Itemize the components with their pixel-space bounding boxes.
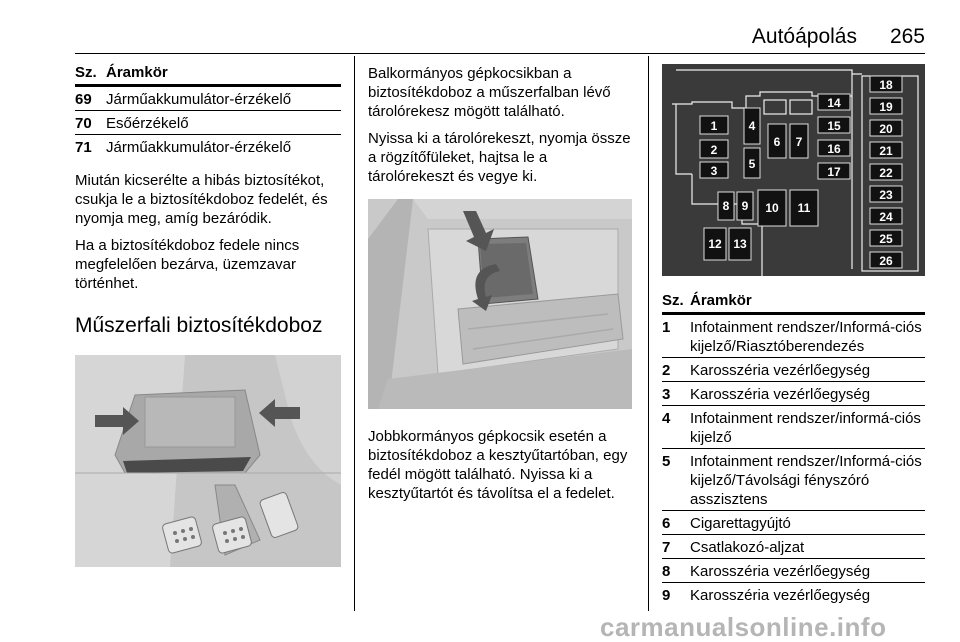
fuse-table-2: [662, 315, 925, 606]
fuse-label: 10: [765, 201, 779, 215]
table-row: [662, 406, 925, 449]
row-text: Karosszéria vezérlőegység: [690, 563, 871, 580]
row-text: Infotainment rendszer/Informá-ciós kijelző/Riasztóberendezés: [690, 319, 922, 355]
column-header-circuit: Áramkör: [106, 64, 168, 81]
row-text: Csatlakozó-aljzat: [690, 539, 805, 556]
table-row: [662, 535, 925, 559]
row-number: 4: [662, 410, 671, 427]
row-number: 70: [75, 115, 92, 132]
chapter-title: Autóápolás: [751, 25, 857, 48]
row-number: 5: [662, 453, 671, 470]
table-header: [75, 64, 341, 87]
table-row: [662, 559, 925, 583]
section-title: Műszerfali biztosítékdoboz: [75, 314, 323, 337]
table-row: [662, 382, 925, 406]
fuse-label: 26: [879, 254, 893, 268]
column-right: [662, 64, 925, 606]
fuse-label: 15: [827, 119, 841, 133]
column-divider: [648, 56, 649, 611]
fuse-label: 18: [879, 78, 893, 92]
fuse-label: 5: [748, 157, 756, 171]
column-header-number: Sz.: [662, 292, 684, 309]
column-divider: [354, 56, 355, 611]
fuse-label: 6: [773, 135, 781, 149]
removal-paragraph: Nyissa ki a tárolórekeszt, nyomja össze a rögzítőfüleket, hajtsa le a tárolórekeszt és vegye ki.: [368, 130, 631, 185]
row-number: 3: [662, 386, 671, 403]
fusebox-diagram: [662, 64, 925, 276]
instruction-paragraph: Miután kicserélte a hibás biztosítékot, csukja le a biztosítékdoboz fedelét, és nyomja meg, amíg bezáródik.: [75, 172, 328, 227]
row-text: Karosszéria vezérlőegység: [690, 362, 871, 379]
row-text: Esőérzékelő: [106, 115, 189, 132]
row-text: Járműakkumulátor-érzékelő: [106, 139, 292, 156]
glovebox-figure: [368, 199, 632, 409]
watermark: carmanualsonline.info: [600, 612, 887, 642]
row-number: 6: [662, 515, 671, 532]
column-left: [75, 64, 341, 567]
row-number: 1: [662, 319, 671, 336]
row-number: 71: [75, 139, 92, 156]
fuse-label: 23: [879, 188, 893, 202]
column-middle: [368, 64, 634, 503]
fuse-label: 25: [879, 232, 893, 246]
row-number: 8: [662, 563, 671, 580]
row-number: 7: [662, 539, 671, 556]
fuse-label: 20: [879, 122, 893, 136]
fuse-label: 1: [710, 119, 718, 133]
fuse-label: 17: [827, 165, 841, 179]
row-text: Infotainment rendszer/informá-ciós kijelző: [690, 410, 921, 446]
row-number: 9: [662, 587, 671, 604]
table-row: [662, 358, 925, 382]
fuse-label: 4: [748, 119, 756, 133]
fuse-label: 21: [879, 144, 893, 158]
table-row: [662, 315, 925, 358]
table-header: [662, 292, 925, 315]
warning-paragraph: Ha a biztosítékdoboz fedele nincs megfelelően bezárva, üzemzavar történhet.: [75, 237, 300, 292]
fuse-label: 7: [795, 135, 803, 149]
fuse-label: 12: [708, 237, 722, 251]
column-header-circuit: Áramkör: [690, 292, 752, 309]
page-header: [75, 22, 925, 54]
pedal-area-figure: [75, 355, 341, 567]
row-text: Karosszéria vezérlőegység: [690, 587, 871, 604]
table-row: [75, 135, 341, 158]
fuse-label: 19: [879, 100, 893, 114]
location-paragraph-rhd: Jobbkormányos gépkocsik esetén a biztosítékdoboz a kesztyűtartóban, egy fedél mögött található. Nyissa ki a kesztyűtartót és távolítsa el a fedelet.: [368, 428, 628, 502]
table-row: [662, 583, 925, 606]
fuse-label: 8: [722, 199, 730, 213]
fuse-label: 24: [879, 210, 893, 224]
fuse-label: 3: [710, 164, 718, 178]
row-text: Járműakkumulátor-érzékelő: [106, 91, 292, 108]
table-row: [75, 111, 341, 135]
table-row: [662, 449, 925, 511]
fuse-label: 11: [797, 201, 811, 215]
fuse-label: 16: [827, 142, 841, 156]
page-number: 265: [889, 25, 925, 48]
row-number: 69: [75, 91, 92, 108]
row-number: 2: [662, 362, 671, 379]
location-paragraph-lhd: Balkormányos gépkocsikban a biztosítékdoboz a műszerfalban lévő tárolórekesz mögött található.: [368, 65, 611, 120]
table-row: [75, 87, 341, 111]
row-text: Karosszéria vezérlőegység: [690, 386, 871, 403]
fuse-label: 9: [741, 199, 749, 213]
fuse-label: 13: [733, 237, 747, 251]
row-text: Infotainment rendszer/Informá-ciós kijelző/Távolsági fényszóró asszisztens: [690, 453, 922, 508]
fuse-label: 14: [827, 96, 841, 110]
fuse-table-1: [75, 87, 341, 158]
fuse-label: 22: [879, 166, 893, 180]
fuse-label: 2: [710, 143, 718, 157]
table-row: [662, 511, 925, 535]
row-text: Cigarettagyújtó: [690, 515, 791, 532]
column-header-number: Sz.: [75, 64, 97, 81]
